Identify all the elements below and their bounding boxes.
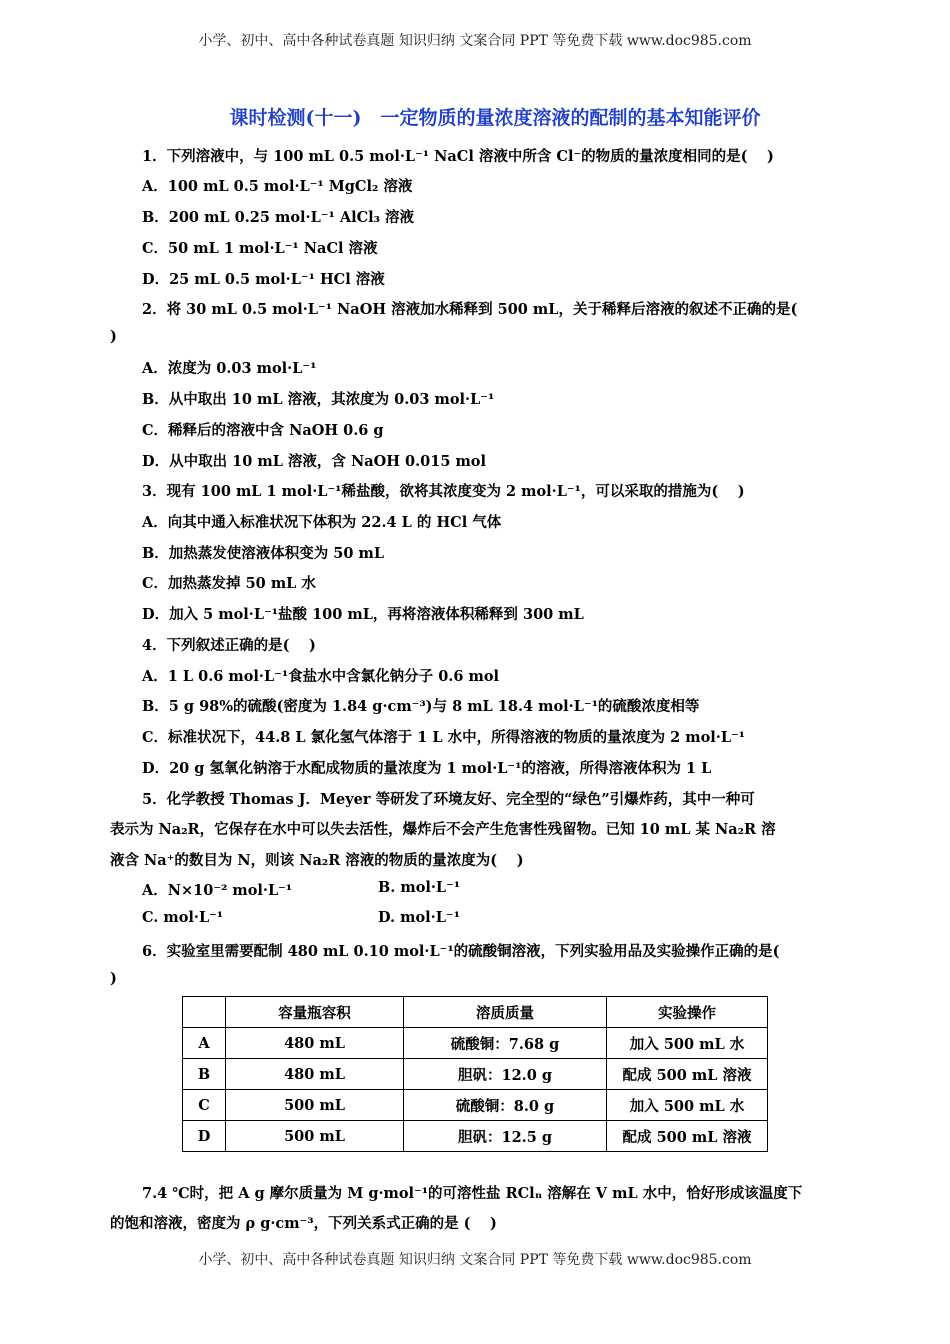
q1-option-a: A．100 mL 0.5 mol·L⁻¹ MgCl₂ 溶液 [142, 178, 413, 195]
q2-option-b: B．从中取出 10 mL 溶液，其浓度为 0.03 mol·L⁻¹ [142, 391, 495, 408]
table-cell: 480 mL [226, 1059, 404, 1090]
table-cell: 硫酸铜：7.68 g [404, 1028, 607, 1059]
q5-option-b: B. mol·L⁻¹ [378, 879, 461, 896]
table-cell: 500 mL [226, 1090, 404, 1121]
table-row [183, 1090, 768, 1121]
q3-option-d: D．加入 5 mol·L⁻¹盐酸 100 mL，再将溶液体积稀释到 300 mL [142, 606, 584, 623]
q4-option-c: C．标准状况下，44.8 L 氯化氢气体溶于 1 L 水中，所得溶液的物质的量浓度为 2 mol·L⁻¹ [142, 729, 746, 746]
table-header-row [183, 997, 768, 1028]
q4-option-a: A．1 L 0.6 mol·L⁻¹食盐水中含氯化钠分子 0.6 mol [142, 668, 500, 685]
q1-option-c: C．50 mL 1 mol·L⁻¹ NaCl 溶液 [142, 240, 378, 257]
q7-line2: 的饱和溶液，密度为 ρ g·cm⁻³，下列关系式正确的是 ( ) [110, 1215, 497, 1232]
q1-option-d: D．25 mL 0.5 mol·L⁻¹ HCl 溶液 [142, 271, 385, 288]
table-cell: 胆矾：12.5 g [404, 1121, 607, 1152]
q5-option-a: A．N×10⁻² mol·L⁻¹ [142, 882, 293, 899]
table-header-cell: 实验操作 [607, 997, 768, 1028]
table-cell: 配成 500 mL 溶液 [607, 1059, 768, 1090]
q5-option-d: D. mol·L⁻¹ [378, 909, 460, 926]
table-cell: B [183, 1059, 226, 1090]
q2-option-d: D．从中取出 10 mL 溶液，含 NaOH 0.015 mol [142, 453, 486, 470]
q5-line1: 5．化学教授 Thomas J．Meyer 等研发了环境友好、完全型的“绿色”引爆炸药，其中一种可 [142, 791, 755, 808]
q5-option-c: C. mol·L⁻¹ [142, 909, 224, 926]
page-header: 小学、初中、高中各种试卷真题 知识归纳 文案合同 PPT 等免费下载 www.doc985.com [198, 33, 752, 49]
q2-stem-cont: ) [110, 328, 117, 345]
table-cell: 加入 500 mL 水 [607, 1028, 768, 1059]
table-cell: 配成 500 mL 溶液 [607, 1121, 768, 1152]
q6-stem: 6．实验室里需要配制 480 mL 0.10 mol·L⁻¹的硫酸铜溶液，下列实验用品及实验操作正确的是( [142, 943, 780, 960]
q5-line2: 表示为 Na₂R，它保存在水中可以失去活性，爆炸后不会产生危害性残留物。已知 10 mL 某 Na₂R 溶 [110, 821, 776, 838]
q2-option-c: C．稀释后的溶液中含 NaOH 0.6 g [142, 422, 384, 439]
q3-stem: 3．现有 100 mL 1 mol·L⁻¹稀盐酸，欲将其浓度变为 2 mol·L⁻¹，可以采取的措施为( ) [142, 483, 745, 500]
q6-stem-cont: ) [110, 970, 117, 987]
q2-stem: 2．将 30 mL 0.5 mol·L⁻¹ NaOH 溶液加水稀释到 500 mL，关于稀释后溶液的叙述不正确的是( [142, 301, 798, 318]
table-cell: 480 mL [226, 1028, 404, 1059]
table-cell: D [183, 1121, 226, 1152]
q3-option-a: A．向其中通入标准状况下体积为 22.4 L 的 HCl 气体 [142, 514, 502, 531]
table-cell: C [183, 1090, 226, 1121]
table-header-cell [183, 997, 226, 1028]
table-cell: 加入 500 mL 水 [607, 1090, 768, 1121]
q1-stem: 1．下列溶液中，与 100 mL 0.5 mol·L⁻¹ NaCl 溶液中所含 Cl⁻的物质的量浓度相同的是( ) [142, 148, 774, 165]
table-cell: A [183, 1028, 226, 1059]
q4-option-b: B．5 g 98%的硫酸(密度为 1.84 g·cm⁻³)与 8 mL 18.4 mol·L⁻¹的硫酸浓度相等 [142, 698, 700, 715]
table-header-cell: 容量瓶容积 [226, 997, 404, 1028]
q1-option-b: B．200 mL 0.25 mol·L⁻¹ AlCl₃ 溶液 [142, 209, 415, 226]
q2-option-a: A．浓度为 0.03 mol·L⁻¹ [142, 360, 317, 377]
page-footer: 小学、初中、高中各种试卷真题 知识归纳 文案合同 PPT 等免费下载 www.doc985.com [198, 1252, 752, 1268]
q4-stem: 4．下列叙述正确的是( ) [142, 637, 316, 654]
q6-table [182, 996, 768, 1152]
page-title: 课时检测(十一) 一定物质的量浓度溶液的配制的基本知能评价 [229, 107, 761, 129]
q4-option-d: D．20 g 氢氧化钠溶于水配成物质的量浓度为 1 mol·L⁻¹的溶液，所得溶液体积为 1 L [142, 760, 712, 777]
table-row [183, 1059, 768, 1090]
q7-line1: 7.4 ℃时，把 A g 摩尔质量为 M g·mol⁻¹的可溶性盐 RClₙ 溶解在 V mL 水中，恰好形成该温度下 [142, 1185, 803, 1202]
table-row [183, 1028, 768, 1059]
q3-option-b: B．加热蒸发使溶液体积变为 50 mL [142, 545, 385, 562]
table-row [183, 1121, 768, 1152]
q5-line3: 液含 Na⁺的数目为 N，则该 Na₂R 溶液的物质的量浓度为( ) [110, 852, 524, 869]
q3-option-c: C．加热蒸发掉 50 mL 水 [142, 575, 316, 592]
table-cell: 胆矾：12.0 g [404, 1059, 607, 1090]
table-cell: 硫酸铜：8.0 g [404, 1090, 607, 1121]
table-header-cell: 溶质质量 [404, 997, 607, 1028]
table-cell: 500 mL [226, 1121, 404, 1152]
